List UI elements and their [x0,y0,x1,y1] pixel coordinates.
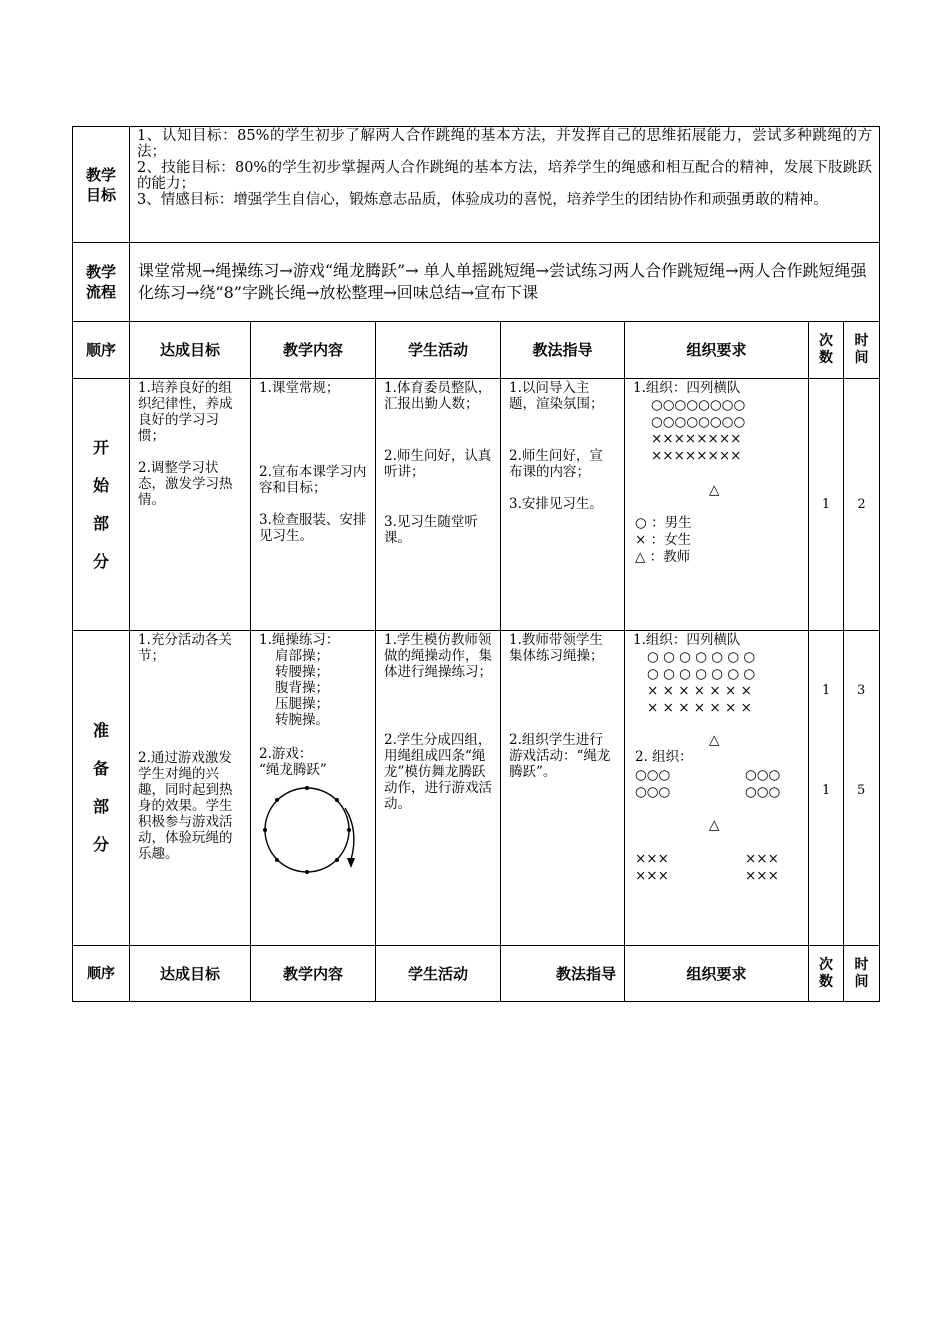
objectives-label [73,127,130,243]
start-activity-3: 3.见习生随堂听课。 [384,514,478,546]
prep-activity-cell [376,631,501,946]
objective-item: 2、技能目标：80%的学生初步掌握两人合作跳绳的基本方法，培养学生的绳感和相互配合的精神，发展下肢跳跃的能力； [137,160,873,192]
objectives-row [73,127,880,243]
prep-org-row-boys-2: ○ ○ ○ ○ ○ ○ ○ [647,666,756,682]
process-label [73,243,130,322]
prep-content-item: 转腕操。 [275,712,329,728]
start-goal-2: 2.调整学习状态，激发学习热情。 [138,460,233,508]
start-org-row-boys-1: ○○○○○○○○ [651,397,746,413]
header-activity-repeat: 学生活动 [376,946,501,1002]
header-count: 次数 [809,322,844,379]
prep-method-cell [501,631,625,946]
prep-section-label [73,631,130,946]
header-organization-repeat: 组织要求 [625,946,809,1002]
objective-item: 3、情感目标：增强学生自信心，锻炼意志品质，体验成功的喜悦，培养学生的团结协作和顽强勇敢的精神。 [137,192,828,208]
start-method-cell [501,379,625,631]
prep-group-boys-left-1: ○○○ [635,767,671,783]
start-activity-cell [376,379,501,631]
start-goal-1: 1.培养良好的组织纪律性，养成良好的学习习惯； [138,380,233,444]
prep-teacher-marker: △ [709,732,720,748]
header-time-repeat: 时间 [844,946,880,1002]
start-time: 2 [844,379,880,631]
process-row [73,243,880,322]
prep-method-2: 2.组织学生进行游戏活动：“绳龙腾跃”。 [509,732,611,780]
prep-content-item: 压腿操； [275,696,329,712]
process-label-text: 教学流程 [85,263,116,301]
prep-time-2: 5 [857,783,866,798]
header-sequence: 顺序 [73,322,130,379]
prep-content-1: 1.绳操练习： [259,632,340,648]
start-section-label-text: 开始部分 [93,437,110,571]
start-organization-cell [625,379,809,631]
prep-count-2: 1 [822,783,831,798]
start-org-row-boys-2: ○○○○○○○○ [651,414,746,430]
prep-org-row-girls-1: × × × × × × × [647,683,752,699]
start-section-label [73,379,130,631]
prep-org-row-boys-1: ○ ○ ○ ○ ○ ○ ○ [647,649,756,665]
prep-content-2-name: “绳龙腾跃” [259,762,327,778]
objectives-label-text: 教学目标 [85,165,116,204]
process-content: 课堂常规→绳操练习→游戏“绳龙腾跃”→ 单人单摇跳短绳→尝试练习两人合作跳短绳→两人合作跳短绳强化练习→绕“8”字跳长绳→放松整理→回味总结→宣布下课 [130,243,880,322]
prep-section-label-text: 准备部分 [93,721,110,854]
prep-teacher-marker-2: △ [709,817,720,833]
start-section-row [73,379,880,631]
objectives-content [130,127,880,243]
prep-count-cell [809,631,844,946]
start-content-1: 1.课堂常规； [259,380,340,396]
prep-group-girls-left-2: ××× [635,868,669,884]
header-goal: 达成目标 [130,322,251,379]
prep-group-boys-right-2: ○○○ [745,784,781,800]
prep-activity-2: 2.学生分成四组，用绳组成四条“绳龙”模仿舞龙腾跃动作，进行游戏活动。 [384,732,492,812]
prep-section-row [73,631,880,946]
start-goal-cell [130,379,251,631]
prep-organization-cell [625,631,809,946]
start-content-2: 2.宣布本课学习内容和目标； [259,464,367,496]
prep-content-item: 转腰操； [275,664,329,680]
start-legend-girls: × ：女生 [635,532,692,548]
lesson-plan-table [72,126,880,1002]
header-method-repeat: 教法指导 [501,946,625,1002]
header-activity: 学生活动 [376,322,501,379]
start-org-title: 1.组织：四列横队 [633,380,741,396]
prep-org-title: 1.组织：四列横队 [633,632,741,648]
prep-group-boys-right-1: ○○○ [745,767,781,783]
start-legend-boys: ○ ：男生 [635,515,692,531]
rope-circle-diagram [259,782,369,882]
prep-goal-1: 1.充分活动各关节； [138,632,232,664]
prep-time-1: 3 [857,683,866,698]
prep-content-item: 腹背操； [275,680,329,696]
prep-activity-1: 1.学生模仿教师领做的绳操动作，集体进行绳操练习； [384,632,492,680]
prep-group-boys-left-2: ○○○ [635,784,671,800]
header-content: 教学内容 [251,322,376,379]
objective-item: 1、认知目标：85%的学生初步了解两人合作跳绳的基本方法，并发挥自己的思维拓展能力，尝试多种跳绳的方法； [137,128,873,160]
prep-content-item: 肩部操； [275,648,329,664]
start-content-3: 3.检查服装、安排见习生。 [259,512,367,544]
start-method-3: 3.安排见习生。 [509,496,603,512]
start-org-row-girls-1: ×××××××× [651,431,742,447]
prep-count-1: 1 [822,683,831,698]
prep-time-cell [844,631,880,946]
prep-goal-cell [130,631,251,946]
start-method-2: 2.师生问好，宣布课的内容； [509,448,603,480]
start-org-row-girls-2: ×××××××× [651,448,742,464]
header-sequence-repeat: 顺序 [73,946,130,1002]
start-legend-teacher: △ ：教师 [635,549,691,565]
start-teacher-marker: △ [709,482,720,498]
header-row [73,322,880,379]
prep-goal-2: 2.通过游戏激发学生对绳的兴趣，同时起到热身的效果。学生积极参与游戏活动，体验玩绳的乐趣。 [138,750,233,862]
prep-group-girls-right-1: ××× [745,851,779,867]
prep-group-girls-left-1: ××× [635,851,669,867]
header-goal-repeat: 达成目标 [130,946,251,1002]
prep-org-row-girls-2: × × × × × × × [647,700,752,716]
header-count-repeat: 次数 [809,946,844,1002]
header-row-repeat [73,946,880,1002]
prep-content-2: 2.游戏： [259,746,313,762]
header-content-repeat: 教学内容 [251,946,376,1002]
header-method: 教法指导 [501,322,625,379]
prep-method-1: 1.教师带领学生集体练习绳操； [509,632,604,664]
start-activity-2: 2.师生问好，认真听讲； [384,448,492,480]
prep-group-girls-right-2: ××× [745,868,779,884]
start-activity-1: 1.体育委员整队，汇报出勤人数； [384,380,492,412]
prep-content-cell [251,631,376,946]
start-content-cell [251,379,376,631]
prep-org2-title: 2. 组织： [635,749,693,765]
start-count: 1 [809,379,844,631]
start-method-1: 1.以问导入主题，渲染氛围； [509,380,604,412]
header-time: 时间 [844,322,880,379]
header-organization: 组织要求 [625,322,809,379]
